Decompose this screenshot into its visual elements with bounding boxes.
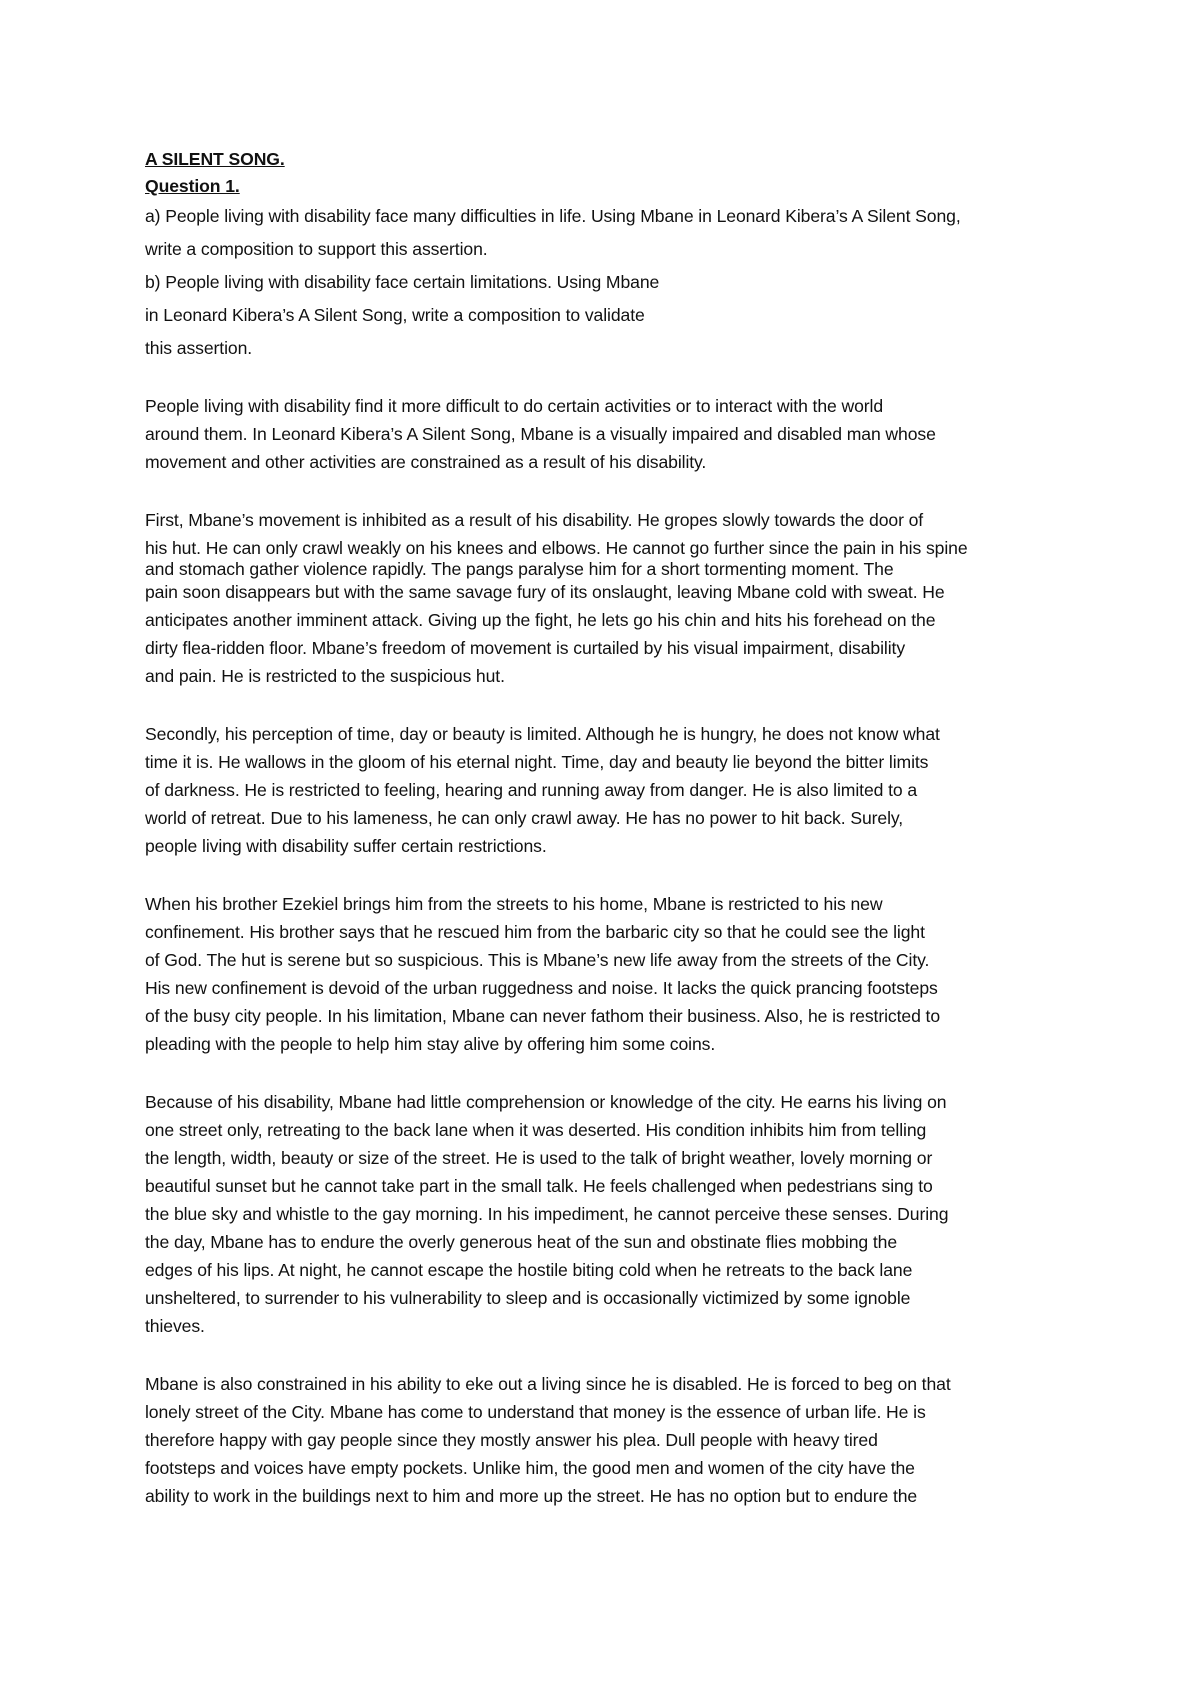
- paragraph-line: Because of his disability, Mbane had little comprehension or knowledge of the city. He earns his living on: [145, 1092, 947, 1112]
- paragraph-line: of the busy city people. In his limitation, Mbane can never fathom their business. Also, he is restricted to: [145, 1006, 941, 1026]
- question-line: a) People living with disability face many difficulties in life. Using Mbane in Leonard Kibera’s A Silent Song,: [145, 206, 961, 226]
- paragraph-line: the length, width, beauty or size of the street. He is used to the talk of bright weather, lovely morning or: [145, 1148, 933, 1168]
- paragraph-line: the day, Mbane has to endure the overly generous heat of the sun and obstinate flies mobbing the: [145, 1232, 898, 1252]
- paragraph-line: therefore happy with gay people since they mostly answer his plea. Dull people with heavy tired: [145, 1430, 878, 1450]
- paragraph-line: thieves.: [145, 1316, 205, 1336]
- paragraph-line: anticipates another imminent attack. Giving up the fight, he lets go his chin and hits his forehead on the: [145, 610, 936, 630]
- paragraph-line: pleading with the people to help him stay alive by offering him some coins.: [145, 1034, 716, 1054]
- paragraph-livelihood: [145, 1370, 1105, 1510]
- paragraph-line: of darkness. He is restricted to feeling, hearing and running away from danger. He is also limited to a: [145, 780, 918, 800]
- paragraph-line: of God. The hut is serene but so suspicious. This is Mbane’s new life away from the streets of the City.: [145, 950, 930, 970]
- paragraph-movement: [145, 506, 1105, 690]
- paragraph-line: dirty flea-ridden floor. Mbane’s freedom of movement is curtailed by his visual impairment, disability: [145, 638, 906, 658]
- paragraph-line: footsteps and voices have empty pockets. Unlike him, the good men and women of the city have the: [145, 1458, 915, 1478]
- question-line: write a composition to support this assertion.: [145, 239, 488, 259]
- paragraph-line: people living with disability suffer certain restrictions.: [145, 836, 547, 856]
- paragraph-line: movement and other activities are constrained as a result of his disability.: [145, 452, 707, 472]
- question-line: in Leonard Kibera’s A Silent Song, write a composition to validate: [145, 305, 645, 325]
- paragraph-confinement: [145, 890, 1105, 1058]
- paragraph-line: pain soon disappears but with the same savage fury of its onslaught, leaving Mbane cold with sweat. He: [145, 582, 945, 602]
- question-line: b) People living with disability face certain limitations. Using Mbane: [145, 272, 660, 292]
- paragraph-line: world of retreat. Due to his lameness, he can only crawl away. He has no power to hit back. Surely,: [145, 808, 904, 828]
- paragraph-line: When his brother Ezekiel brings him from the streets to his home, Mbane is restricted to his new: [145, 894, 883, 914]
- essay: [145, 392, 1105, 1510]
- paragraph-comprehension: [145, 1088, 1105, 1340]
- paragraph-line: Secondly, his perception of time, day or beauty is limited. Although he is hungry, he does not know what: [145, 724, 940, 744]
- paragraph-line: unsheltered, to surrender to his vulnerability to sleep and is occasionally victimized by some ignoble: [145, 1288, 911, 1308]
- paragraph-line: around them. In Leonard Kibera’s A Silent Song, Mbane is a visually impaired and disabled man whose: [145, 424, 936, 444]
- paragraph-line: His new confinement is devoid of the urban ruggedness and noise. It lacks the quick prancing footsteps: [145, 978, 938, 998]
- paragraph-introduction: [145, 392, 1105, 476]
- document-body: [145, 146, 1105, 1540]
- paragraph-line: First, Mbane’s movement is inhibited as a result of his disability. He gropes slowly towards the door of: [145, 510, 924, 530]
- paragraph-line: confinement. His brother says that he rescued him from the barbaric city so that he could see the light: [145, 922, 925, 942]
- document-title: A SILENT SONG.: [145, 149, 285, 169]
- paragraph-line: beautiful sunset but he cannot take part in the small talk. He feels challenged when pedestrians sing to: [145, 1176, 933, 1196]
- question-block: [145, 200, 1105, 365]
- paragraph-line: time it is. He wallows in the gloom of his eternal night. Time, day and beauty lie beyond the bitter limits: [145, 752, 929, 772]
- question-heading: Question 1.: [145, 176, 240, 196]
- paragraph-line: and stomach gather violence rapidly. The pangs paralyse him for a short tormenting moment. The: [145, 559, 894, 579]
- paragraph-line: People living with disability find it more difficult to do certain activities or to interact with the world: [145, 396, 884, 416]
- question-line: this assertion.: [145, 338, 253, 358]
- paragraph-line: ability to work in the buildings next to him and more up the street. He has no option but to endure the: [145, 1486, 918, 1506]
- paragraph-line: the blue sky and whistle to the gay morning. In his impediment, he cannot perceive these senses. During: [145, 1204, 949, 1224]
- paragraph-line: Mbane is also constrained in his ability to eke out a living since he is disabled. He is forced to beg on that: [145, 1374, 951, 1394]
- paragraph-line: and pain. He is restricted to the suspicious hut.: [145, 666, 505, 686]
- paragraph-line: his hut. He can only crawl weakly on his knees and elbows. He cannot go further since the pain in his spine: [145, 538, 968, 558]
- paragraph-line: one street only, retreating to the back lane when it was deserted. His condition inhibits him from telling: [145, 1120, 927, 1140]
- paragraph-line: lonely street of the City. Mbane has come to understand that money is the essence of urban life. He is: [145, 1402, 926, 1422]
- paragraph-perception: [145, 720, 1105, 860]
- paragraph-line: edges of his lips. At night, he cannot escape the hostile biting cold when he retreats to the back lane: [145, 1260, 913, 1280]
